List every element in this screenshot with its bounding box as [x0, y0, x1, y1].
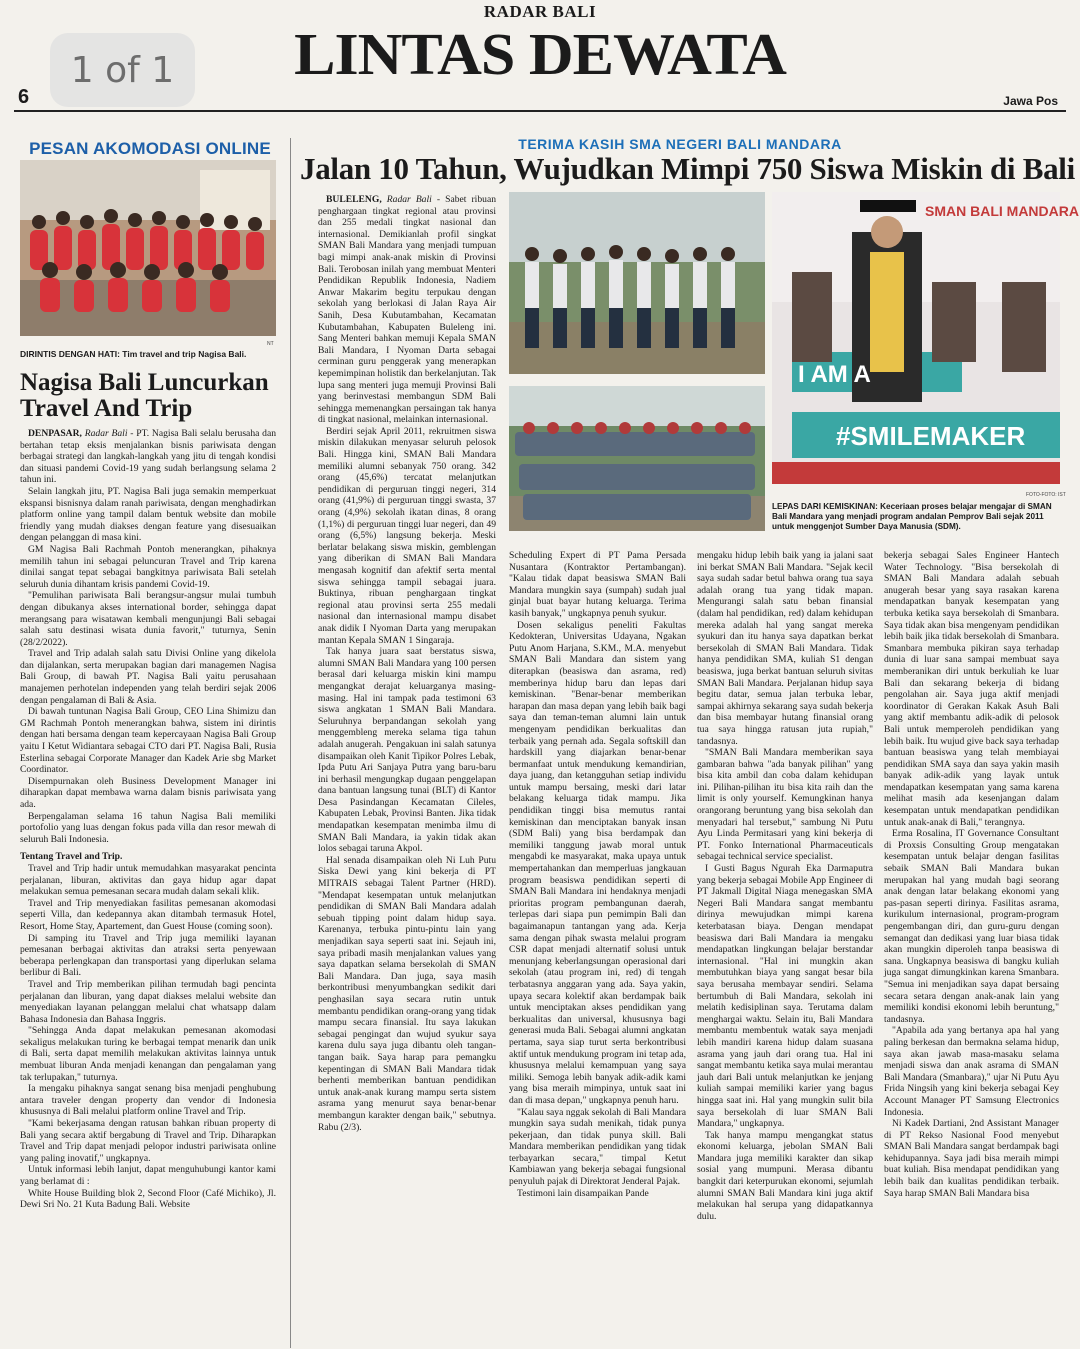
- masthead-title: LINTAS DEWATA: [294, 22, 786, 88]
- left-paragraph: Travel and Trip menyediakan fasilitas pemesanan akomodasi seperti Villa, dan kedepannya akan ditambah termasuk Hotel, Resort, Home Stay, Apartement, dan Guest House (coming soon).: [20, 897, 276, 932]
- left-paragraph: "Sehingga Anda dapat melakukan pemesanan akomodasi sekaligus melakukan turing ke berbagai tempat menarik dan unik di Bali, serta dapat memilih melakukan aktivitas lainnya untuk membuat liburan Anda menjadi kenangan dan pengalaman yang tak terlupakan," tuturnya.: [20, 1025, 276, 1083]
- graduation-photo: [772, 192, 1079, 484]
- main-paragraph: mengaku hidup lebih baik yang ia jalani saat ini berkat SMAN Bali Mandara. "Sejak kecil saya sudah sadar betul bahwa orang tua saya adalah orang tua yang tidak mapan. Mengurangi salah satu beban finansial (dalam hal pendidikan, red) dalam kehidupan mereka adalah hal yang sangat mereka syukuri dan itu hanya saya dapatkan berkat bersekolah di SMAN Bali Mandara. Tidak hanya pendidikan SMA, kuliah S1 dengan beasiswa, juga berkat bantuan seluruh sivitas SMAN Bali Mandara. Perjalanan hidup saya begitu datar, semua jalan terbuka lebar, sampai akhirnya sekarang saya sudah bekerja dan bisa membayar hutang finansial orang tua saya hingga ratusan juta rupiah," tandasnya.: [697, 550, 873, 747]
- left-section-label: PESAN AKOMODASI ONLINE: [29, 139, 271, 158]
- main-col-4: [884, 550, 1059, 1346]
- left-paragraph: GM Nagisa Bali Rachmah Pontoh menerangkan, pihaknya memilih tahun ini sebagai peluncuran Travel and Trip karena dinilai sangat tepat sebagai bangkitnya pariwisata Bali setelah seluruh dunia dihantam krisis pandemi Covid-19.: [20, 543, 276, 590]
- main-col-2: [509, 550, 686, 1346]
- publisher-name: RADAR BALI: [483, 2, 597, 21]
- left-subhead: Tentang Travel and Trip.: [20, 851, 123, 863]
- main-paragraph: "SMAN Bali Mandara memberikan saya gambaran bahwa "ada banyak pilihan" yang bisa kita ambil dan coba dalam kehidupan ini. Pilihan-pilihan itu bisa kita raih dan the limit is only yourself. Kemungkinan hanya orangorang beruntung yang bisa sekolah dan menyadari hal tersebut," sambung Ni Putu Ayu Linda Permitasari yang kini bekerja di PT. Fonko International Pharmaceuticals sebagai technical service specialist.: [697, 747, 873, 863]
- left-paragraph: "Pemulihan pariwisata Bali berangsur-angsur mulai tumbuh dengan dibukanya akses international border, sehingga dapat merangsang para wisatawan kembali mengunjungi Bali sebagai salah satu destinasi wisata dunia favorit," tuturnya, Senin (28/2/2022).: [20, 590, 276, 648]
- banner-hashtag: #SMILEMAKER: [836, 421, 1026, 451]
- left-paragraph: Travel and Trip hadir untuk memudahkan masyarakat pencinta perjalanan, liburan, aktivitas dan gaya hidup agar dapat melakukan semua pemesanan secara mudah dalam sekali klik.: [20, 862, 276, 898]
- main-paragraph: Dosen sekaligus peneliti Fakultas Kedokteran, Universitas Udayana, Ngakan Putu Anom Harjana, S.KM., M.A. menyebut SMAN Bali Mandara dan sistem yang diterapkan (beasiswa dan asrama, red) memberinya hidup baru dan lepas dari kemiskinan. "Benar-benar memberikan harapan dan masa depan yang lebih baik bagi saya dan teman-teman alumni lain untuk mengenyam pendidikan berkualitas dan terbaik yang pernah ada. Segala softskill dan hardskill yang diajarkan benar-benar bermanfaat untuk mendukung kemandirian, daya juang, dan ketangguhan setiap individu untuk mampu bersaing, meski dari latar belakang keluarga tidak mampu. Jika pendidikan tinggi bisa memutus rantai kemiskinan dan menciptakan banyak insan (SDM Bali) yang bisa berdampak dan memiliki tanggung jawab moral untuk mengabdi ke masyarakat, maka upaya untuk mempertahankan dan memperluas jangkauan program beasiswa pendidikan seperti di SMAN Bali Mandara ini hendaknya menjadi prioritas program pembangunan daerah, terlepas dari siapa pun pemimpin Bali dan bagaimanapun tantangan yang ada. Kerja sama dengan pihak swasta melalui program CSR dapat menjadi alternatif solusi untuk menunjang keberlangsungan operasional dari sekolah (atau program ini, red) di tengah terbatasnya anggaran yang ada. Saya yakin, upaya secara kolektif akan berdampak baik untuk menciptakan akses pendidikan yang berkualitas dan universal, khususnya bagi generasi muda Bali. Sebagai alumni angkatan pertama, saya siap turut serta berkontribusi aktif untuk mendukung program ini tetap ada, khususnya melalui kemampuan yang saya miliki. Semoga lebih banyak adik-adik kami yang bisa meraih mimpinya, untuk saat ini dan di masa depan," ungkapnya penuh haru.: [509, 619, 686, 1106]
- main-paragraph: Tak hanya mampu mengangkat status ekonomi keluarga, jebolan SMAN Bali Mandara juga memiliki karakter dan sikap sosial yang mumpuni. Merasa dibantu bangkit dari keterpurukan ekonomi, sejumlah alumni SMAN Bali Mandara kini juga aktif melakukan hal serupa yang didapatkannya dulu.: [697, 1129, 873, 1222]
- masthead-divider: [14, 110, 1066, 112]
- main-lead-paragraph: BULELENG, Radar Bali - Sabet ribuan penghargaan tingkat regional atau provinsi dan 255 medali tingkat nasional dan internasional. Demikianlah profil singkat SMAN Bali Mandara yang menjadi tumpuan bagi mimpi anak-anak miskin di Provinsi Bali. Terobosan inilah yang membuat Menteri Pendidikan Republik Indonesia, Nadiem Anwar Makarim begitu terpukau dengan sekolah yang berlokasi di Jalan Raya Air Sanih, Desa Kubutambahan, Kecamatan Kubutambahan, Kabupaten Buleleng ini. Sang Menteri bahkan memuji Kepala SMAN Bali Mandara, I Nyoman Darta sebagai cerminan guru penggerak yang menerapkan kepemimpinan holistik dan berkelanjutan. Tak lupa sang menteri juga memuji Provinsi Bali yang berinvestasi membangun SDM Bali sehingga memenangkan persaingan tak hanya di tingkat nasional, melainkan internasional.: [318, 194, 496, 426]
- left-paragraph: Travel and Trip adalah salah satu Divisi Online yang dikelola dan dijalankan, serta merupakan bagian dari managemen Nagisa Bali Group, di bawah PT. Nagisa Bali yaitu perusahaan manajemen perhotelan independen yang telah berdiri sejak 2006 dengan pengalaman di Bali & Asia.: [20, 648, 276, 706]
- left-paragraph: Selain langkah jitu, PT. Nagisa Bali juga semakin memperkuat ekspansi bisnisnya dalam ranah pariwisata, dengan menghadirkan platform online yang tampil dalam bentuk website dan mobile friendly yang mudah diakses dengan feature yang disesuaikan dengan pelanggan di masa kini.: [20, 485, 276, 544]
- students-group-photo: [509, 386, 765, 531]
- main-photo-caption: LEPAS DARI KEMISKINAN: Keceriaan proses belajar mengajar di SMAN Bali Mandara yang menjadi program andalan Pemprov Bali sejak 2011 untuk menggenjot Sumber Daya Manusia (SDM).: [772, 502, 1052, 531]
- school-staff-photo: [509, 192, 765, 374]
- left-photo-caption: DIRINTIS DENGAN HATI: Tim travel and trip Nagisa Bali.: [20, 349, 247, 359]
- column-divider: [290, 138, 291, 1348]
- left-paragraph: Disempurnakan oleh Business Development Manager ini diharapkan dapat membawa warna dalam bisnis pariwisata yang ada.: [20, 775, 276, 810]
- page-counter-badge[interactable]: 1 of 1: [50, 33, 195, 107]
- main-section-label: TERIMA KASIH SMA NEGERI BALI MANDARA: [518, 136, 842, 152]
- page-number: 6: [18, 86, 30, 108]
- left-article-body: [20, 428, 276, 1346]
- main-col-3: [697, 550, 873, 1346]
- left-paragraph: Di bawah tuntunan Nagisa Bali Group, CEO Lina Shimizu dan GM Rachmah Pontoh menerangkan bahwa, sistem ini dirintis dengan hati bersama dengan team kepercayaan Nagisa Bali Group yaitu I Ketut Widiantara sebagai CTO dari PT. Nagisa Bali, Rusia Esterlina sebagai Corporate Manager dan Kadek Arie sbg Market Coordinator.: [20, 706, 276, 776]
- left-paragraph: White House Building blok 2, Second Floor (Café Michiko), Jl. Dewi Sri No. 21 Kuta Badung Bali. Website: [20, 1187, 276, 1211]
- main-headline: Jalan 10 Tahun, Wujudkan Mimpi 750 Siswa Miskin di Bali: [300, 151, 1075, 186]
- partner-logo: Jawa Pos: [1003, 94, 1058, 108]
- main-paragraph: Erma Rosalina, IT Governance Consultant di Proxsis Consulting Group mengatakan kesempatan untuk belajar dengan fasilitas sebaik SMAN Bali Mandara bukan merupakan hal yang mudah bagi seorang anak dengan latar belakang ekonomi yang pas-pasan seperti dirinya. Fasilitas asrama, kurikulum internasional, program-program pengembangan diri, dan guru-guru dengan semangat dan dedikasi yang luar biasa tidak akan mungkin diperoleh tanpa beasiswa di sana. Ungkapnya beasiswa di bangku kuliah juga sangat dimungkinkan karena Smanbara. "Semua ini menjadikan saya dapat bersaing secara setara dengan anak-anak lain yang memiliki kondisi ekonomi lebih beruntung," tandasnya.: [884, 828, 1059, 1025]
- left-paragraph: Ia mengaku pihaknya sangat senang bisa menjadi penghubung antara traveler dengan property dan vendor di Indonesia khususnya di Bali melalui platform online Travel and Trip.: [20, 1083, 276, 1118]
- main-paragraph: I Gusti Bagus Ngurah Eka Darmaputra yang bekerja sebagai Mobile App Engineer di PT Jakmall Digital Niaga menegaskan SMA Negeri Bali Mandara sangat membantu dirinya mewujudkan mimpi karena keterbatasan biaya. Dengan mendapat beasiswa dari Bali Mandara ia mengaku mendapatkan lingkungan belajar berstandar internasional. "Hal ini mungkin akan membutuhkan biaya yang sangat besar bila saya berusaha membayar sendiri. Selama bertumbuh di Bali Mandara, sekolah ini melatih kedisiplinan saya. Terutama dalam menghargai waktu. Selain itu, Bali Mandara membantu membentuk watak saya menjadi lebih mandiri karena hidup dalam suasana asrama yang jauh dari orang tua. Hal ini sangat membantu ketika saya mulai merantau jauh dari Bali untuk melanjutkan ke jenjang kuliah sampai memiliki karier yang bagus hingga saat ini. Hal yang mungkin sulit bila saya bersekolah di luar SMAN Bali Mandara," ungkapnya.: [697, 863, 873, 1130]
- school-sign-text: SMAN BALI MANDARA: [925, 203, 1079, 219]
- main-paragraph: Ni Kadek Dartiani, 2nd Assistant Manager di PT Rekso Nasional Food menyebut SMAN Bali Mandara sangat berdampak bagi kehidupannya. Saya jadi bisa meraih mimpi buat kuliah. Bisa mendapat pendidikan yang lebih baik dan kualitas pendidikan terbaik. Saya harap SMAN Bali Mandara bisa: [884, 1118, 1059, 1199]
- main-paragraph: Testimoni lain disampaikan Pande: [517, 1187, 649, 1199]
- main-col-1: [318, 194, 496, 1346]
- main-paragraph: Hal senada disampaikan oleh Ni Luh Putu Siska Dewi yang kini bekerja di PT MITRAIS sebagai Talent Partner (HRD). "Mendapat kesempatan untuk melanjutkan pendidikan di SMAN Bali Mandara adalah sebuah tipping point dalam hidup saya. Karenanya, terbuka pintu-pintu lain yang menjadikan saya seperti saat ini. Sejauh ini, saya pribadi masih menjalankan values yang saya dapatkan selama bersekolah di SMAN Bali Mandara. Dan juga, saya masih berkontribusi menyumbangkan sedikit dari penghasilan saya secara rutin untuk membantu pendidikan orang-orang yang tidak mampu secara finansial. Itu saya lakukan sebagai pengingat dan wujud syukur saya karena dulu saya juga dibantu oleh tangan-tangan baik. Saya harap para pemangku kepentingan di SMAN Bali Mandara tidak berhenti memberikan bantuan pendidikan untuk anak-anak kurang mampu serta sistem asrama yang menurut saya benar-benar membangun karakter dengan baik," sebutnya. Rabu (2/3).: [318, 854, 496, 1133]
- left-paragraph: Untuk informasi lebih lanjut, dapat menguhubungi kantor kami yang berlamat di :: [20, 1164, 276, 1187]
- main-paragraph: bekerja sebagai Sales Engineer Hantech Water Technology. "Bisa bersekolah di SMAN Bali Mandara adalah sebuah anugerah besar yang saya rasakan karena mendapatkan banyak kesempatan yang terbuka ketika saya bersekolah di Smanbara. Saya tidak akan bisa mengenyam pendidikan lebih baik jika tidak bersekolah di Smanbara. Smanbara membuka pikiran saya terhadap dunia di luar sana sampai membuat saya memberanikan diri untuk berkuliah ke luar Bali dan sekarang bekerja di bidang pengolahan air. Saya juga aktif menjadi koordinator di Gerakan Kakak Asuh Bali yang aktif membantu adik-adik di pelosok Bali untuk memperoleh pendidikan yang lebih baik. Itu wujud give back saya terhadap bantuan beasiswa yang telah membiayai pendidikan SMA saya dan saya yakin masih banyak adik-adik yang layak untuk mendapatkan kesempatan yang sama karena melihat masih ada kesenjangan dalam kesempatan untuk mendapatkan pendidikan untuk anak-anak di Bali," terangnya.: [884, 550, 1059, 828]
- main-paragraph: "Kalau saya nggak sekolah di Bali Mandara mungkin saya sudah menikah, tidak punya pekerjaan, dan tidak punya skill. Bali Mandara memberikan pendidikan yang tidak terbayarkan secara," timpal Ketut Kambiawan yang bekerja sebagai fungsional penyuluh pajak di Direktorat Jenderal Pajak.: [509, 1106, 686, 1188]
- main-source: Radar Bali: [386, 194, 432, 205]
- left-paragraph: Travel and Trip memberikan pilihan termudah bagi pencinta perjalanan dan liburan, yang dapat diakses melalui website dan menyediakan layanan pelanggan melalui chat whatsapp dalam Bahasa Indonesia dan Bahasa Inggris.: [20, 978, 276, 1025]
- main-paragraph: Berdiri sejak April 2011, rekruitmen siswa miskin dilakukan menyasar seluruh pelosok Bali. Hingga kini, SMAN Bali Mandara memiliki alumni sebanyak 750 orang. 342 orang (45,6%) tercatat melanjutkan pendidikan di perguruan tinggi negeri, 314 orang (41,9%) di perguruan tinggi swasta, 37 orang (4,9%) sekolah ikatan dinas, 8 orang (1,1%) di perguruan tinggi luar negeri, dan 49 orang (6,5%) langsung bekerja. Meski berlatar belakang siswa miskin, gemblengan yang diberikan di SMAN Bali Mandara mengasah kognitif dan afektif serta mental siswa sehingga tampil sebagai juara. Buktinya, ribuan penghargaan tingkat regional atau provinsi serta 255 medali nasional dan internasional mampu disabet anak didik I Nyoman Darta yang merupakan mantan Kepala SMAN 1 Singaraja.: [318, 425, 496, 646]
- left-headline: Nagisa Bali Luncurkan Travel And Trip: [20, 369, 269, 422]
- left-paragraph: "Kami bekerjasama dengan ratusan bahkan ribuan property di Bali yang secara aktif bergabung di Travel and Trip. Diharapkan Travel and Trip dapat menjadi pelopor industri pariwisata online yang paling inovatif," ungkapnya.: [20, 1118, 276, 1164]
- main-paragraph: "Apabila ada yang bertanya apa hal yang paling berkesan dan bermakna selama hidup, saya akan jawab masa-masaku selama menjadi siswa dan anak asrama di SMAN Bali Mandara (Smanbara)," ujar Ni Putu Ayu Frida Ningsih yang kini bekerja sebagai Key Account Manager PT Samsung Electronics Indonesia.: [884, 1025, 1059, 1118]
- team-photo: [20, 160, 276, 336]
- main-photo-credit: FOTO-FOTO: IST: [1026, 492, 1066, 498]
- left-paragraph: Berpengalaman selama 16 tahun Nagisa Bali memiliki portofolio yang luas dengan fokus pada villa dan resor mewah di seluruh Bali Indonesia.: [20, 810, 276, 845]
- left-paragraph: Di samping itu Travel and Trip juga memiliki layanan pemesanan berbagai aktivitas dan atraksi serta penyewaan beberapa perlengkapan dan transportasi yang diperlukan selama berlibur di Bali.: [20, 932, 276, 979]
- main-paragraph: Scheduling Expert di PT Pama Persada Nusantara (Kontraktor Pertambangan). "Kalau tidak dapat beasiswa SMAN Bali Mandara mungkin saya (sumpah) sudah jual ginjal buat bayar hutang keluarga. Terima kasih banyak," ungkapnya penuh syukur.: [509, 550, 686, 619]
- left-photo-credit: NT: [267, 341, 274, 347]
- main-dateline: BULELENG,: [326, 194, 382, 205]
- main-paragraph: Tak hanya juara saat berstatus siswa, alumni SMAN Bali Mandara yang 100 persen berasal dari keluarga miskin kini mampu mengangkat derajat keluarganya masing-masing. Hal ini tampak pada testimoni 63 siswa angkatan 1 SMAN Bali Mandara. Seluruhnya berpandangan sekolah yang menggembleng mereka selama tiga tahun adalah anugerah. Pengakuan ini salah satunya disampaikan oleh Kanit Tipikor Polres Lebak, Ipda Putu Ari Sanjaya Putra yang baru-baru ini berhasil mengungkap dugaan penggelapan dana bantuan langsung tunai (BLT) di Kantor Desa Pasindangan Kecamatan Cileles, Kabupaten Lebak, Provinsi Banten. Jika tidak mendapatkan kesempatan menimba ilmu di SMAN Bali Mandara, ia yakin tidak akan lolos sebagai taruna Akpol.: [318, 646, 496, 855]
- left-source: Radar Bali: [84, 428, 128, 439]
- left-lead-paragraph: DENPASAR, Radar Bali - PT. Nagisa Bali selalu berusaha dan bertahan tetap eksis menjalankan bisnis pariwisata dengan berbagai strategi dan langkah-langkah yang jitu di tengah kondisi dan situasi pandemi Covid-19 yang sudah berlangsung selama 2 tahun ini.: [20, 428, 277, 486]
- left-dateline: DENPASAR,: [28, 428, 82, 439]
- banner-text: I AM A: [798, 361, 871, 388]
